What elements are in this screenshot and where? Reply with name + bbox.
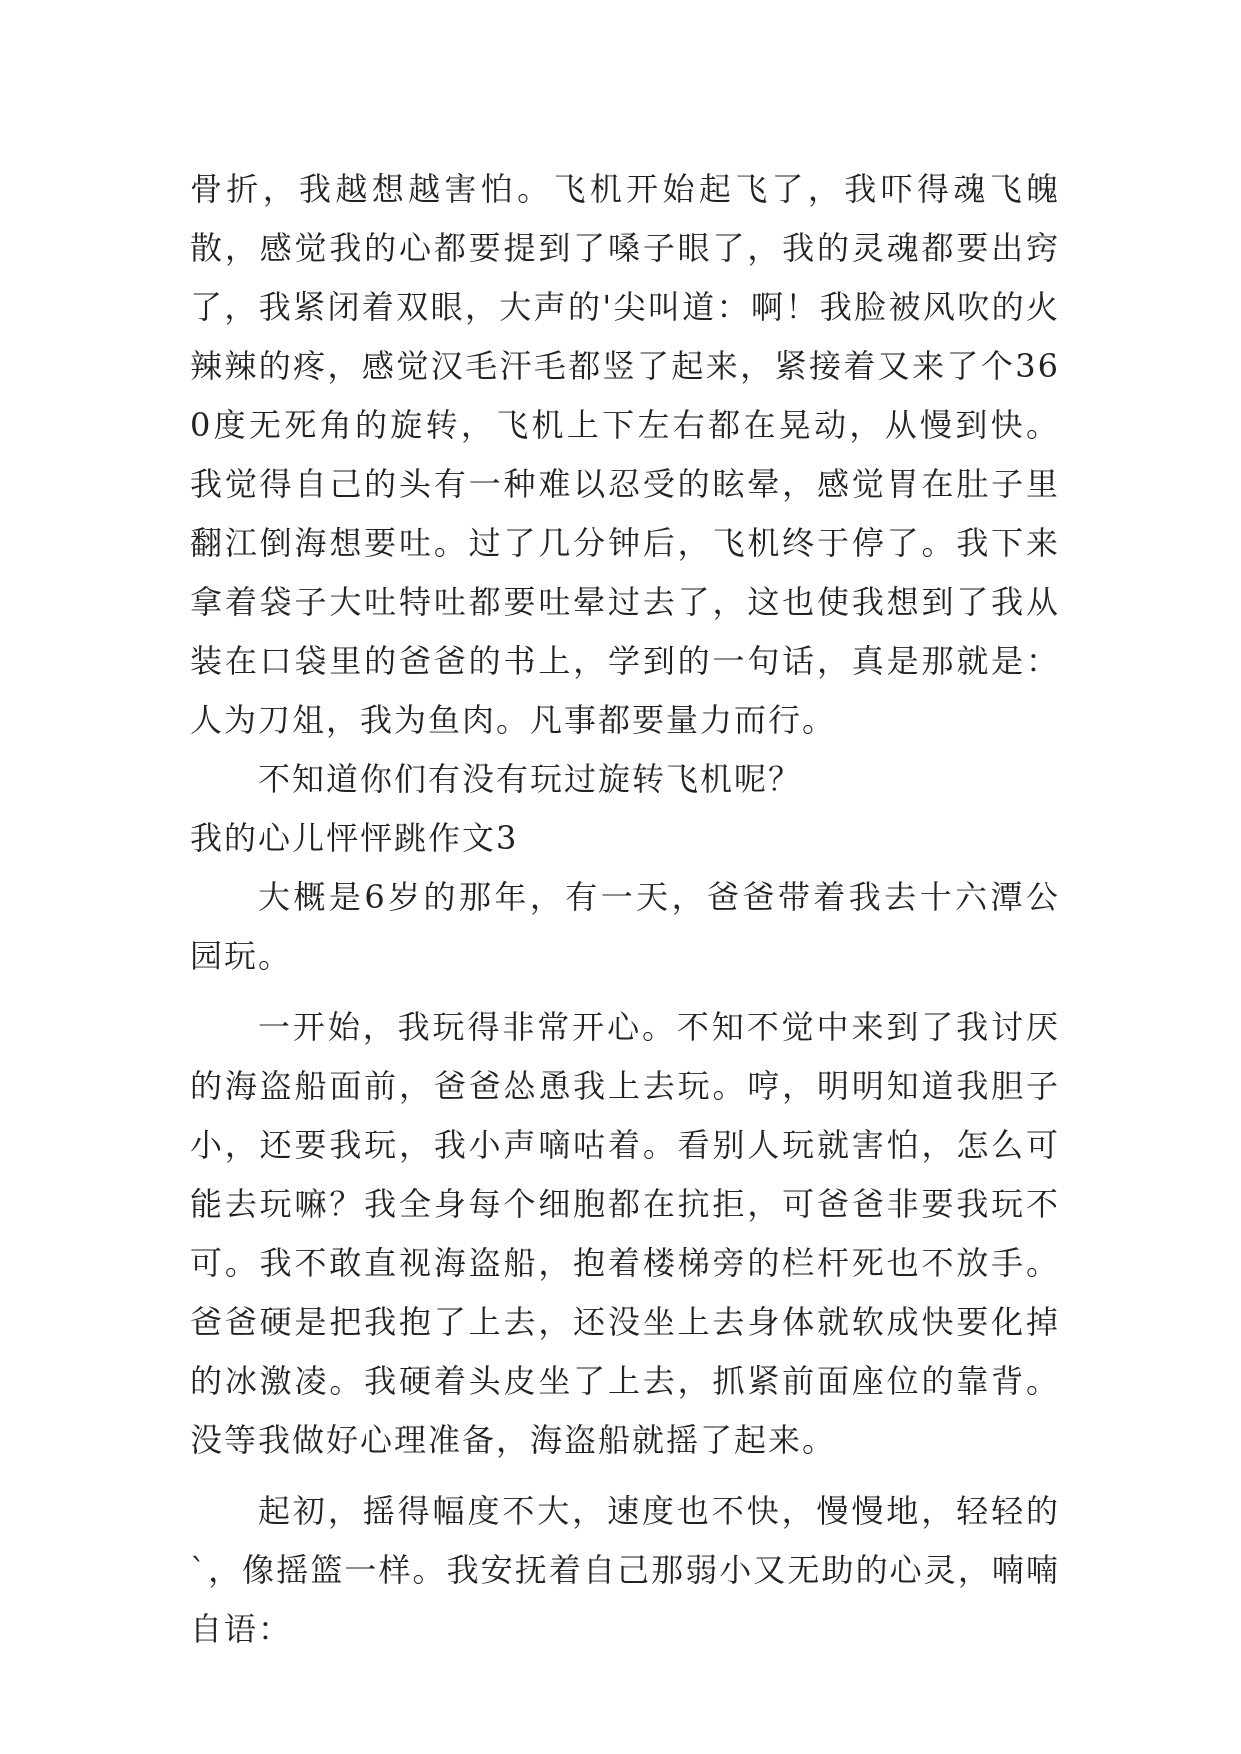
document-body	[190, 160, 1060, 1659]
paragraph-continued: 骨折，我越想越害怕。飞机开始起飞了，我吓得魂飞魄散，感觉我的心都要提到了嗓子眼了，我的灵魂都要出窍了，我紧闭着双眼，大声的'尖叫道：啊！我脸被风吹的火辣辣的疼，感觉汉毛汗毛都竖了起来，紧接着又来了个360度无死角的旋转，飞机上下左右都在晃动，从慢到快。我觉得自己的头有一种难以忍受的眩晕，感觉胃在肚子里翻江倒海想要吐。过了几分钟后，飞机终于停了。我下来拿着袋子大吐特吐都要吐晕过去了，这也使我想到了我从装在口袋里的爸爸的书上，学到的一句话，真是那就是：人为刀俎，我为鱼肉。凡事都要量力而行。	[190, 170, 1060, 739]
paragraph-intro: 大概是6岁的那年，有一天，爸爸带着我去十六潭公园玩。	[190, 878, 1060, 975]
essay-title: 我的心儿怦怦跳作文3	[190, 819, 519, 857]
paragraph-question: 不知道你们有没有玩过旋转飞机呢？	[258, 760, 803, 798]
paragraph-swinging: 起初，摇得幅度不大，速度也不快，慢慢地，轻轻的`，像摇篮一样。我安抚着自己那弱小又无助的心灵，喃喃自语：	[190, 1492, 1060, 1648]
paragraph-pirate-ship: 一开始，我玩得非常开心。不知不觉中来到了我讨厌的海盗船面前，爸爸怂恿我上去玩。哼，明明知道我胆子小，还要我玩，我小声嘀咕着。看别人玩就害怕，怎么可能去玩嘛？我全身每个细胞都在抗拒，可爸爸非要我玩不可。我不敢直视海盗船，抱着楼梯旁的栏杆死也不放手。爸爸硬是把我抱了上去，还没坐上去身体就软成快要化掉的冰激凌。我硬着头皮坐了上去，抓紧前面座位的靠背。没等我做好心理准备，海盗船就摇了起来。	[190, 1008, 1060, 1459]
